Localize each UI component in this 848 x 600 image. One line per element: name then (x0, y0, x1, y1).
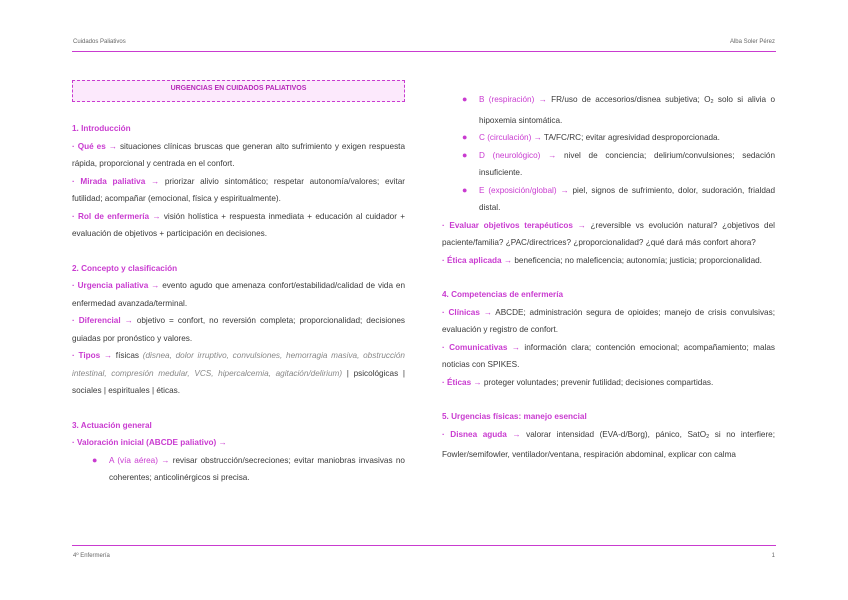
footer-rule (72, 545, 776, 546)
keyword: B (respiración) → (479, 95, 547, 104)
text: ABCDE; administración segura de opioides; manejo de crisis convulsivas; evaluación y registro de confort. (442, 307, 775, 334)
bullet-item (442, 182, 775, 217)
keyword: C (circulación) → (479, 133, 542, 142)
text: proteger voluntades; prevenir futilidad; decisiones compartidas. (481, 377, 714, 387)
text: objetivo = confort, no reversión completa; proporcionalidad; decisiones guiadas por pronóstico y valores. (72, 316, 405, 343)
paragraph (442, 339, 775, 374)
text: FR/uso de accesorios/disnea subjetiva; O (546, 95, 711, 104)
keyword: · Comunicativas → (442, 342, 520, 352)
running-header-right: Alba Soler Pérez (729, 39, 775, 45)
bullet-item (72, 452, 405, 487)
paragraph (72, 434, 405, 452)
paragraph (72, 208, 405, 243)
paragraph (442, 217, 775, 252)
text: TA/FC/RC; evitar agresividad desproporcionada. (541, 133, 720, 142)
keyword: A (vía aérea) → (109, 455, 170, 465)
keyword: · Tipos → (72, 351, 113, 360)
bullet-item (442, 147, 775, 182)
section-heading-1: 1. Introducción (72, 124, 131, 133)
keyword: · Ética aplicada → (442, 255, 513, 265)
keyword: · Urgencia paliativa → (72, 281, 160, 290)
paragraph (442, 426, 775, 464)
bullet-icon: ● (462, 132, 468, 142)
bullet-icon: ● (462, 94, 468, 104)
keyword: D (neurológico) → (479, 150, 557, 160)
paragraph (72, 138, 405, 173)
text: piel, signos de sufrimiento, dolor, sudoración, frialdad distal. (479, 185, 775, 212)
keyword: · Diferencial → (72, 316, 133, 325)
text: situaciones clínicas bruscas que generan alto sufrimiento y exigen respuesta rápida, proporcional y centrada en el confort. (72, 141, 405, 168)
bullet-icon: ● (462, 184, 468, 195)
bullet-icon: ● (92, 454, 98, 465)
header-rule (72, 51, 776, 52)
text: nivel de conciencia; delirium/convulsiones; sedación insuficiente. (479, 150, 775, 177)
paragraph (72, 277, 405, 312)
text: beneficencia; no maleficencia; autonomía; justicia; proporcionalidad. (512, 255, 762, 265)
page-number: 1 (771, 553, 775, 559)
keyword: · Mirada paliativa → (72, 176, 160, 186)
left-column (72, 80, 405, 487)
paragraph (442, 252, 775, 270)
text: información clara; contención emocional; acompañamiento; malas noticias con SPIKES. (442, 342, 775, 369)
section-heading-3: 3. Actuación general (72, 420, 152, 430)
keyword: · Qué es → (72, 141, 117, 151)
text: físicas (112, 351, 143, 360)
right-column (442, 91, 775, 464)
text: si no interfiere; Fowler/semifowler, ventilador/ventana, respiración abdominal, explicar con calma (442, 429, 775, 459)
paragraph (72, 312, 405, 347)
section-heading-4: 4. Competencias de enfermería (442, 290, 564, 299)
document-title: URGENCIAS EN CUIDADOS PALIATIVOS (72, 80, 405, 102)
text: | psicológicas | sociales | espirituales | éticas. (72, 368, 405, 395)
text: priorizar alivio sintomático; respetar autonomía/valores; evitar futilidad; acompañar (emocional, física y espiritualmente). (72, 176, 405, 203)
keyword: · Clínicas → (442, 307, 492, 317)
paragraph (72, 347, 405, 400)
text: visión holística + respuesta inmediata + educación al cuidador + evaluación de objetivos + participación en decisiones. (72, 211, 405, 238)
italic-text: (disnea, dolor irruptivo, convulsiones, hemorragia masiva, obstrucción intestinal, compresión medular, VCS, hipercalcemia, agitación/delirium) (72, 351, 405, 378)
bullet-icon: ● (462, 149, 468, 160)
bullet-item (442, 91, 775, 129)
keyword: · Evaluar objetivos terapéuticos → (442, 220, 586, 230)
text: valorar intensidad (EVA-d/Borg), pánico, SatO (520, 429, 707, 439)
running-footer-left: 4º Enfermería (73, 553, 110, 559)
keyword: · Disnea aguda → (442, 429, 521, 439)
paragraph (72, 173, 405, 208)
text: evento agudo que amenaza confort/estabilidad/calidad de vida en enfermedad avanzada/terminal. (72, 281, 405, 308)
section-heading-2: 2. Concepto y clasificación (72, 263, 178, 273)
keyword: · Éticas → (442, 377, 482, 387)
paragraph (442, 374, 775, 392)
keyword: · Rol de enfermería → (72, 211, 161, 221)
keyword: · Valoración inicial (ABCDE paliativo) → (72, 438, 227, 447)
subscript: 2 (710, 99, 714, 105)
paragraph (442, 304, 775, 339)
text: ¿reversible vs evolución natural? ¿objetivos del paciente/familia? ¿PAC/directrices? ¿proporcionalidad? ¿qué dará más confort ahora? (442, 220, 775, 247)
section-heading-5: 5. Urgencias físicas: manejo esencial (442, 412, 587, 421)
subscript: 2 (706, 433, 710, 440)
text: revisar obstrucción/secreciones; evitar maniobras invasivas no coherentes; anticolinérgicos si precisa. (109, 455, 405, 482)
text: solo si alivia o hipoxemia sintomática. (479, 95, 775, 125)
bullet-item (442, 129, 775, 147)
running-header-left: Cuidados Paliativos (73, 39, 126, 45)
keyword: E (exposición/global) → (479, 185, 569, 195)
